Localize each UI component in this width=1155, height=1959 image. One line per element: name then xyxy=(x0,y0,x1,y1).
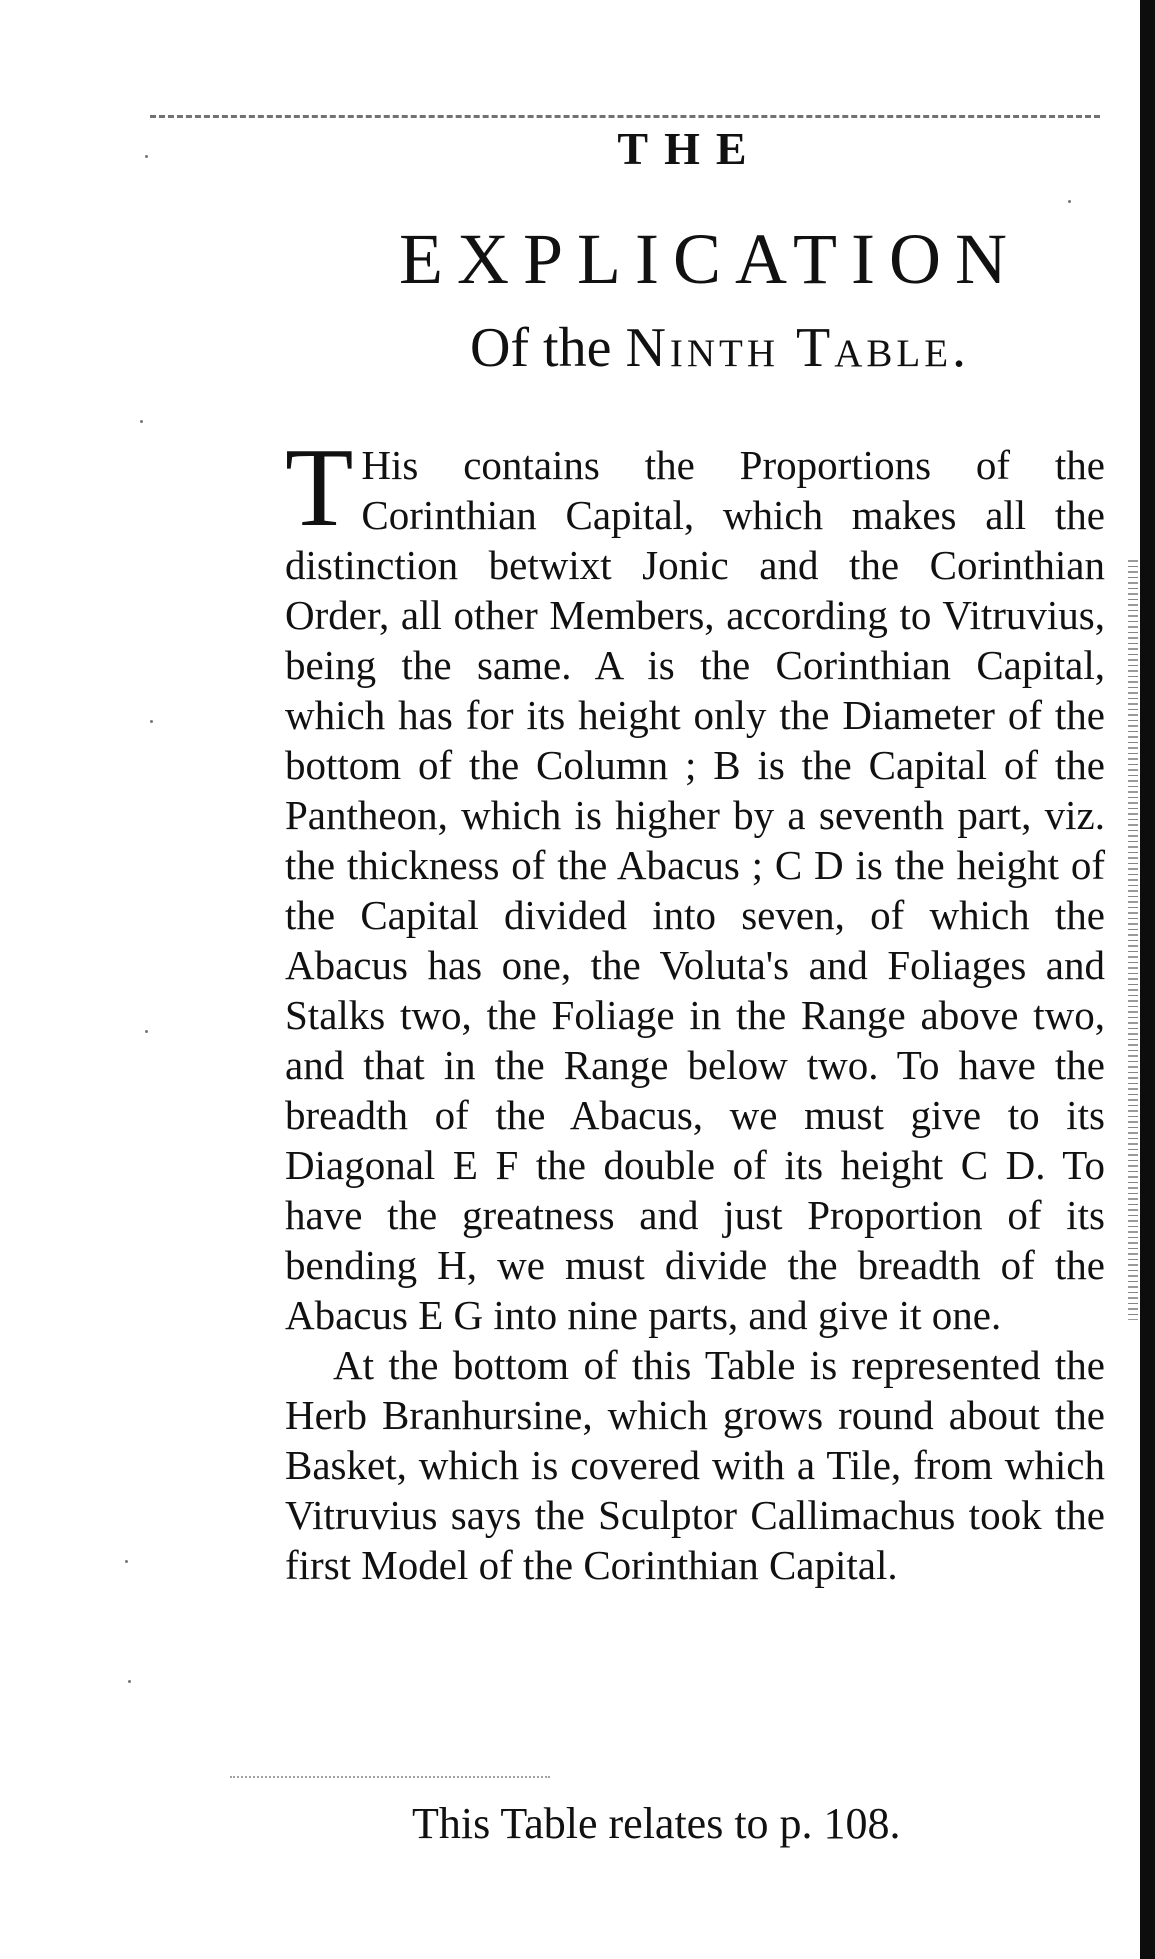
print-speck xyxy=(140,420,143,423)
table-reference: This Table relates to p. 108. xyxy=(412,1799,901,1848)
print-speck xyxy=(145,1030,148,1033)
print-speck xyxy=(125,1560,128,1563)
print-speck xyxy=(128,1680,131,1683)
drop-cap: T xyxy=(285,426,354,550)
subtitle-prefix: Of the xyxy=(469,317,626,379)
heading-explication: EXPLICATION xyxy=(399,219,1021,299)
print-speck xyxy=(150,720,153,723)
top-dashed-rule xyxy=(150,115,1100,118)
heading-the: THE xyxy=(617,123,763,174)
subtitle-small-caps: Ninth Table. xyxy=(625,317,971,379)
page-edge-bar xyxy=(1140,0,1155,1959)
print-speck xyxy=(1068,200,1071,203)
paragraph-one-text: His contains the Proportions of the Corinthian Capital, which makes all the distinction betwixt Jonic and the Corinthian Order, all other Members, according to Vitruvius, being the same. A is the Corinthian Capital, which has for its height only the Diameter of the bottom of the Column ; B is the Capital of the Pantheon, which is higher by a seventh part, viz. the thickness of the Abacus ; C D is the height of the Capital divided into seven, of which the Abacus has one, the Voluta's and Foliages and Stalks two, the Foliage in the Range above two, and that in the Range below two. To have the breadth of the Abacus, we must give to its Diagonal E F the double of its height C D. To have the greatness and just Proportion of its bending H, we must divide the breadth of the Abacus E G into nine parts, and give it one. xyxy=(285,442,1105,1338)
paragraph-one xyxy=(285,426,1105,1340)
paragraph-two: At the bottom of this Table is represented the Herb Branhursine, which grows round about the Basket, which is covered with a Tile, from which Vitruvius says the Sculptor Callimachus took the first Model of the Corinthian Capital. xyxy=(285,1342,1105,1588)
body-text xyxy=(285,426,1105,1590)
page-edge-speckle xyxy=(1128,560,1138,1320)
print-speck xyxy=(145,155,148,158)
heading-subtitle xyxy=(370,316,1070,380)
bottom-dotted-rule xyxy=(230,1776,550,1778)
